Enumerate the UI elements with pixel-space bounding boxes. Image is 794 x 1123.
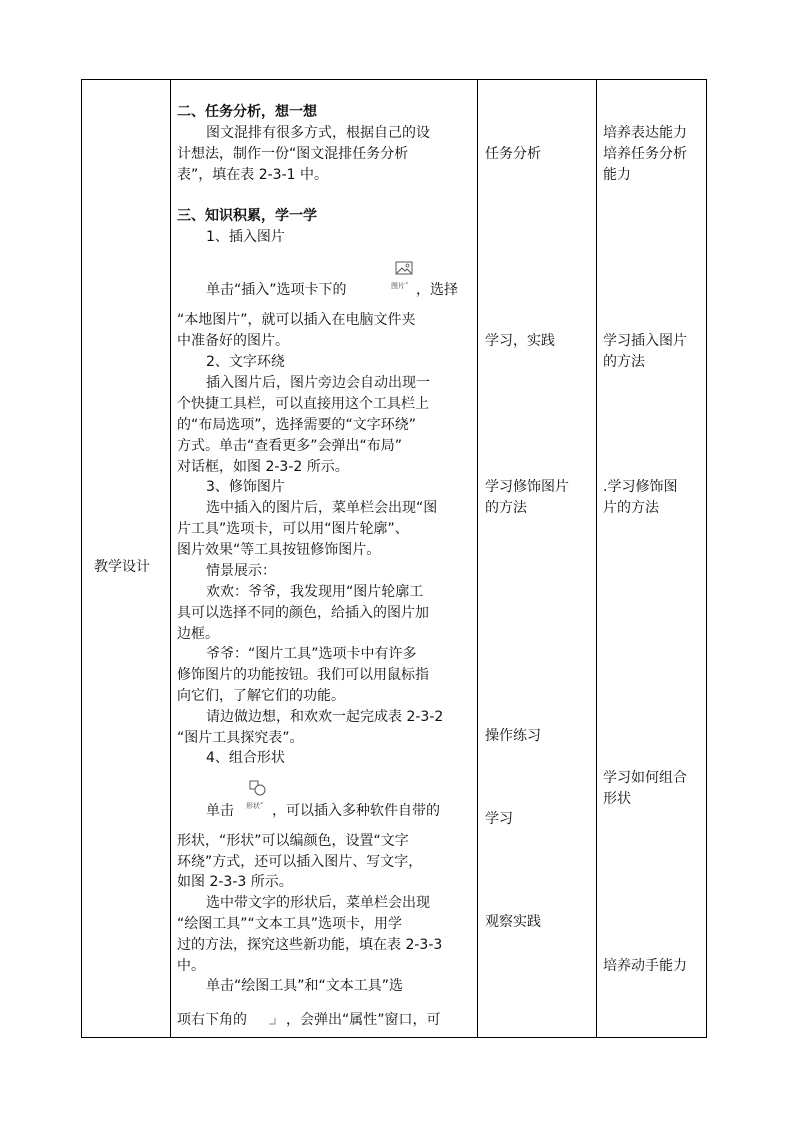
paragraph-line: 计想法，制作一份“图文混排任务分析 [177,146,409,162]
activity-learn-decorate: 的方法 [485,500,527,516]
activity-observe-practice: 观察实践 [485,914,541,930]
paragraph-line: 修饰图片的功能按钮。我们可以用鼠标指 [177,667,429,683]
paragraph-line: 项右下角的 [177,1012,247,1028]
paragraph-line: 插入图片后，图片旁边会自动出现一 [206,375,430,391]
activity-learn: 学习 [485,811,513,827]
paragraph-line: 过的方法，探究这些新功能，填在表 2-3-3 [177,937,443,953]
paragraph-line: ，可以插入多种软件自带的 [272,803,440,819]
goal-task-analysis: 培养任务分析 [603,146,687,162]
paragraph-line: 向它们，了解它们的功能。 [177,688,345,704]
goal-combine-shapes: 形状 [603,791,631,807]
activity-practice: 操作练习 [485,728,541,744]
activity-task-analysis: 任务分析 [485,146,541,162]
paragraph-line: 如图 2-3-3 所示。 [177,874,293,890]
paragraph-line: 中准备好的图片。 [177,333,289,349]
paragraph-line: 单击“绘图工具”和“文本工具”选 [206,978,404,994]
section-heading-task-analysis: 二、任务分析，想一想 [177,104,317,120]
column-divider [170,80,171,1037]
paragraph-line: 图片效果“等工具按钮修饰图片。 [177,542,381,558]
column-divider [596,80,597,1037]
paragraph-line: 单击 [206,803,234,819]
goal-decorate-picture: .学习修饰图 [603,479,678,495]
row-label-teaching-design: 教学设计 [94,559,150,575]
paragraph-line: 环绕”方式，还可以插入图片、写文字， [177,854,423,870]
paragraph-line: 的“布局选项”，选择需要的“文字环绕” [177,417,417,433]
picture-icon [395,260,413,279]
paragraph-line: “图片工具探究表”。 [177,730,304,746]
paragraph-line: 图文混排有很多方式，根据自己的设 [206,125,430,141]
goal-task-analysis: 能力 [603,167,631,183]
paragraph-line: 边框。 [177,626,219,642]
dialog-launcher-icon [268,1012,278,1031]
activity-learn-decorate: 学习修饰图片 [485,479,569,495]
subheading-text-wrap: 2、文字环绕 [206,354,285,370]
paragraph-line: “绘图工具”“文本工具”选项卡，用学 [177,916,403,932]
paragraph-line: 方式。单击“查看更多”会弹出“布局” [177,438,403,454]
paragraph-line: 选中带文字的形状后，菜单栏会出现 [206,895,430,911]
paragraph-line: ，会弹出“属性”窗口，可 [286,1012,441,1028]
paragraph-line: 对话框，如图 2-3-2 所示。 [177,459,349,475]
column-divider [477,80,478,1037]
paragraph-line: ，选择 [416,282,458,298]
paragraph-line: 欢欢：爷爷，我发现用“图片轮廓工 [206,584,424,600]
paragraph-line: 中。 [177,958,205,974]
paragraph-line: 单击“插入”选项卡下的 [206,282,347,298]
activity-learn-practice: 学习，实践 [485,333,555,349]
paragraph-line: 具可以选择不同的颜色，给插入的图片加 [177,605,429,621]
goal-combine-shapes: 学习如何组合 [603,770,687,786]
picture-icon-label: 图片˅ [391,282,409,290]
paragraph-line: 表”，填在表 2-3-1 中。 [177,167,328,183]
paragraph-line: 请边做边想，和欢欢一起完成表 2-3-2 [206,709,444,725]
goal-insert-picture: 的方法 [603,354,645,370]
section-heading-knowledge: 三、知识积累，学一学 [177,208,317,224]
shape-icon-label: 形状˅ [246,802,264,810]
paragraph-line: 情景展示： [206,563,276,579]
paragraph-line: 个快捷工具栏，可以直接用这个工具栏上 [177,396,429,412]
goal-decorate-picture: 片的方法 [603,500,659,516]
goal-expression: 培养表达能力 [603,125,687,141]
shape-icon [249,780,267,800]
paragraph-line: 形状，“形状”可以编颜色，设置“文字 [177,833,409,849]
subheading-decorate-picture: 3、修饰图片 [206,479,285,495]
paragraph-line: 片工具”选项卡，可以用“图片轮廓”、 [177,521,409,537]
subheading-insert-picture: 1、插入图片 [206,229,285,245]
paragraph-line: 爷爷：“图片工具”选项卡中有许多 [206,646,417,662]
goal-hands-on: 培养动手能力 [603,958,687,974]
paragraph-line: 选中插入的图片后，菜单栏会出现“图 [206,500,438,516]
goal-insert-picture: 学习插入图片 [603,333,687,349]
paragraph-line: “本地图片”，就可以插入在电脑文件夹 [177,312,416,328]
subheading-combine-shapes: 4、组合形状 [206,750,285,766]
